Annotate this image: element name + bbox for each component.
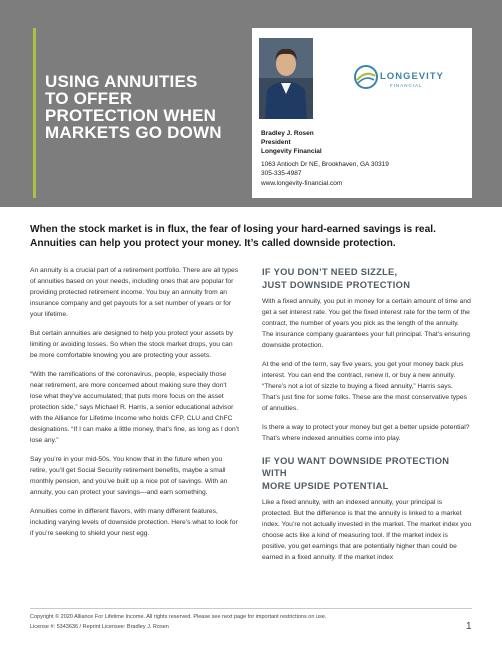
page-title: USING ANNUITIES TO OFFER PROTECTION WHEN MARKETS GO DOWN — [45, 72, 222, 142]
advisor-website-link[interactable]: www.longevity-financial.com — [261, 180, 343, 187]
advisor-phone[interactable]: 305-335-4987 — [261, 170, 302, 177]
advisor-company: Longevity Financial — [261, 148, 322, 155]
intro-paragraph: When the stock market is in flux, the fear of losing your hard-earned savings is real. Annuities can help you protect your money. It’s called downside protection. — [30, 224, 436, 249]
longevity-logo — [354, 64, 444, 94]
advisor-name: Bradley J. Rosen — [261, 130, 314, 137]
body-paragraph: An annuity is a crucial part of a retirement portfolio. There are all types of annuities based on your needs, including ones that are popular for providing protected retirement income. You buy an annuity from an insurance company and get payouts for a set number of years or for your lifetime. — [30, 267, 239, 318]
body-paragraph: “With the ramifications of the coronavirus, people, especially those near retirement, are more concerned about making sure they don’t lose what they’ve accumulated; that puts more focus on the asset protection side,” says Michael R. Harris, a senior educational advisor with the Alliance for Lifetime Income who holds CFP, CLU and ChFC designations. “If I can make a little money, that’s fine, as long as I don’t lose any.” — [30, 371, 240, 444]
body-paragraph: At the end of the term, say five years, you get your money back plus interest. You can end the contract, renew it, or buy a new annuity. “There’s not a lot of sizzle to buying a fixed annuity,” Harris says. That’s just fine for some folks. These are the most conservative types of annuities. — [262, 361, 467, 412]
right-column — [262, 266, 472, 572]
body-paragraph: Is there a way to protect your money but get a better upside potential? That’s where indexed annuities come into play. — [262, 424, 470, 442]
copyright-notice: Copyright © 2020 Alliance For Lifetime Income. All rights reserved. Please see next page for important restrictions on use. — [30, 614, 327, 620]
logo-name: LONGEVITY — [380, 71, 444, 82]
body-paragraph: But certain annuities are designed to help you protect your assets by limiting or avoiding losses. So when the stock market drops, you can be more comfortable knowing you are protecting your assets. — [30, 330, 233, 359]
advisor-address: 1063 Antioch Dr NE, Brookhaven, GA 30319 — [261, 161, 389, 168]
license-notice: License #: 5343636 / Reprint Licensee: Bradley J. Rosen — [30, 624, 169, 630]
left-column — [30, 266, 240, 548]
header-banner — [0, 0, 502, 207]
advisor-card — [252, 28, 472, 198]
section-heading: IF YOU DON’T NEED SIZZLE, JUST DOWNSIDE PROTECTION — [262, 267, 411, 290]
body-paragraph: With a fixed annuity, you put in money for a certain amount of time and get a set interest rate. You get the fixed interest rate for the term of the contract, the number of years you pick as the length of the annuity. The insurance company guarantees your full principal. That’s ensuring downside protection. — [262, 298, 471, 349]
logo-subtitle: FINANCIAL — [390, 83, 423, 88]
advisor-portrait-icon — [259, 38, 313, 119]
body-paragraph: Say you’re in your mid-50s. You know that in the future when you retire, you’ll get Social Security retirement benefits, maybe a small monthly pension, and you’ve built up a nice pot of savings. With an annuity, you can protect your savings—and earn something. — [30, 456, 228, 496]
advisor-role: President — [261, 139, 291, 146]
body-paragraph: Like a fixed annuity, with an indexed annuity, your principal is protected. But the difference is that the annuity is linked to a market index. You’re not actually invested in the market. The market index you choose acts like a kind of measuring tool. If the market index is positive, you get earnings that are potentially higher than could be earned in a fixed annuity. If the market index — [262, 499, 472, 561]
footer-divider — [30, 608, 472, 609]
section-heading: IF YOU WANT DOWNSIDE PROTECTION WITH MORE UPSIDE POTENTIAL — [262, 455, 450, 491]
accent-bar — [33, 28, 36, 198]
body-paragraph: Annuities come in different flavors, with many different features, including varying levels of downside protection. Here’s what to look for if you’re seeking to shield your nest egg. — [30, 508, 238, 538]
page-number: 1 — [466, 621, 472, 632]
